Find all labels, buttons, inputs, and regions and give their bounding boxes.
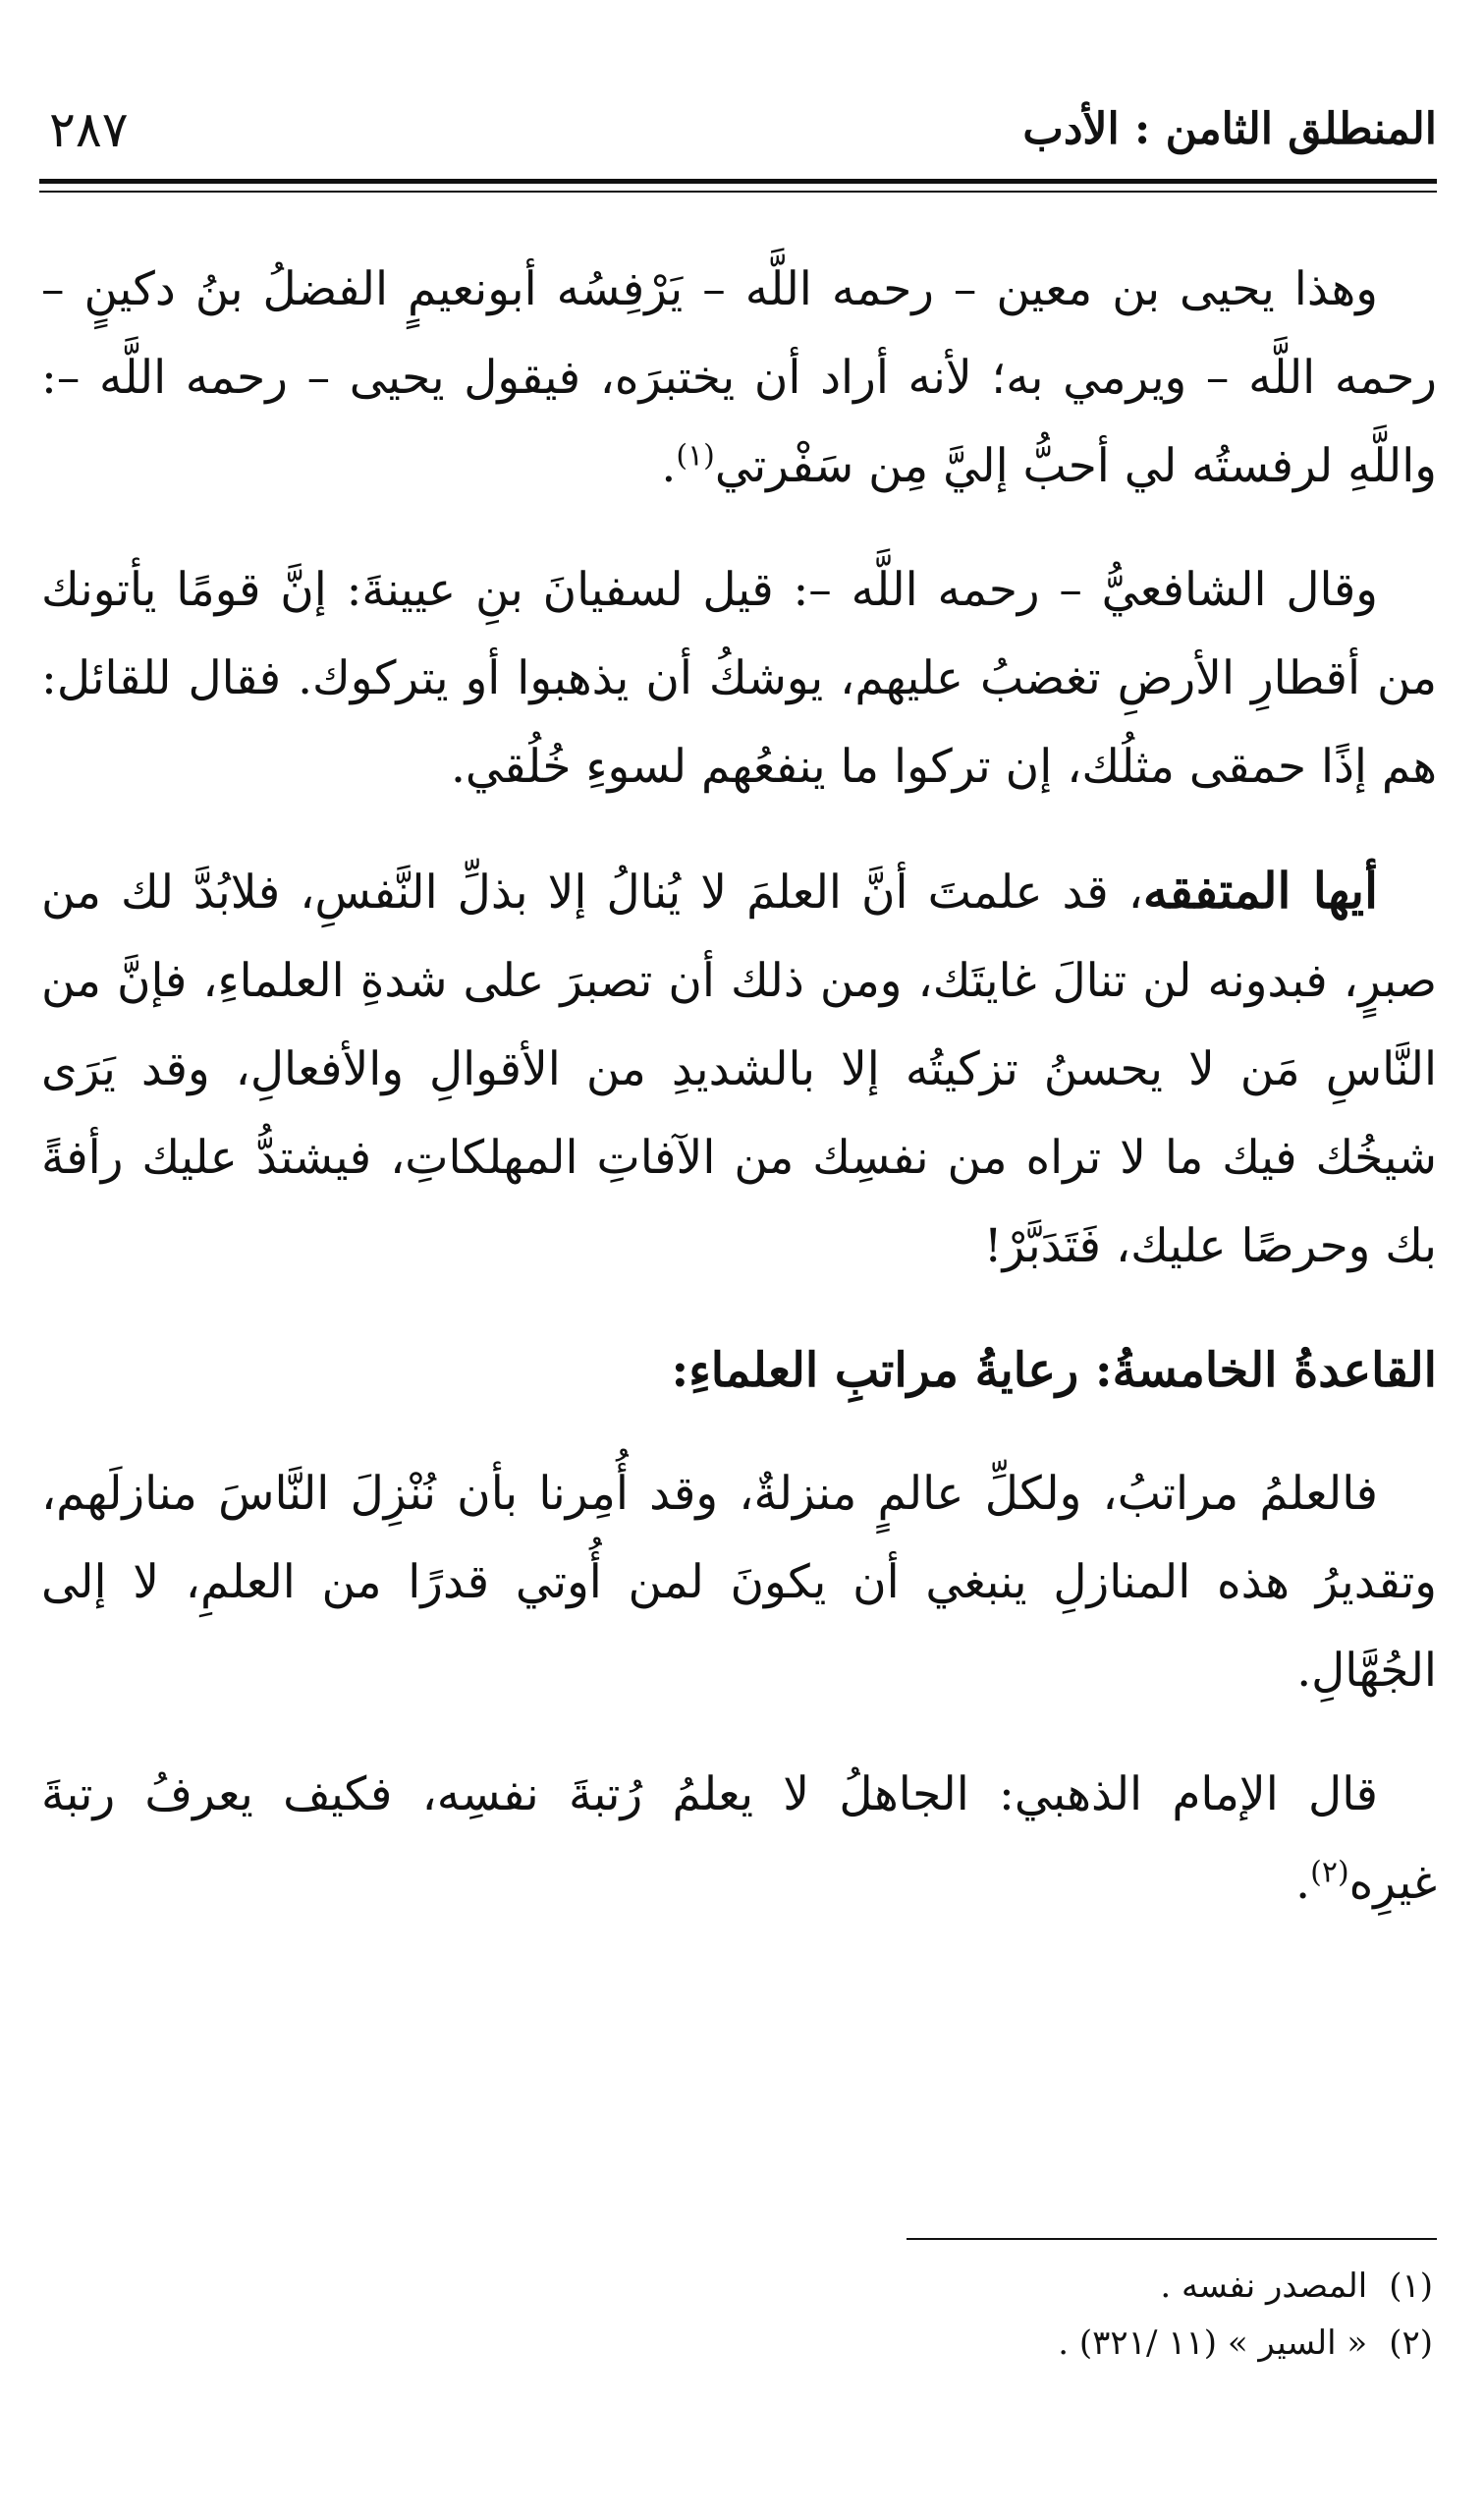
page-number: ٢٨٧ xyxy=(49,101,129,158)
header-rule-thin xyxy=(39,191,1437,193)
header-rule-thick xyxy=(39,179,1437,184)
footnote-ref-2: (٢) xyxy=(1310,1855,1349,1890)
footnotes xyxy=(41,2258,1433,2372)
footnote-number: (١) xyxy=(1389,2266,1433,2306)
footnote-text: المصدر نفسه . xyxy=(1160,2266,1368,2306)
paragraph-yahya xyxy=(41,246,1437,511)
paragraph-shafii xyxy=(41,546,1437,811)
paragraph-text: ، قد علمتَ أنَّ العلمَ لا يُنالُ إلا بذلِّ النَّفسِ، فلابُدَّ لك من صبرٍ، فبدونه لن تنالَ غايتَك، ومن ذلك أن تصبرَ على شدةِ العلماءِ، فإنَّ من النَّاسِ مَن لا يحسنُ تزكيتُه إلا بالشديدِ من الأقوالِ والأفعالِ، وقد يَرَى شيخُك فيك ما لا تراه من نفسِك من الآفاتِ المهلكاتِ، فيشتدُّ عليك رأفةً بك وحرصًا عليك، فَتَدَبَّرْ! xyxy=(41,866,1437,1273)
paragraph-text: وهذا يحيى بن معين – رحمه اللَّه – يَرْفِسُه أبونعيمٍ الفضلُ بنُ دكينٍ – رحمه اللَّه – ويرمي به؛ لأنه أراد أن يختبرَه، فيقول يحيى – رحمه اللَّه –: واللَّهِ لرفستُه لي أحبُّ إليَّ مِن سَفْرتي xyxy=(41,262,1437,493)
paragraph-dhahabi xyxy=(41,1751,1437,1928)
page-header xyxy=(39,90,1437,169)
paragraph-lead: أيها المتفقه xyxy=(1142,862,1378,920)
paragraph-maratib xyxy=(41,1450,1437,1715)
footnote-item xyxy=(41,2315,1433,2372)
paragraph-end: . xyxy=(661,439,677,493)
footnote-ref-1: (١) xyxy=(676,438,715,474)
section-heading: القاعدةُ الخامسةُ: رعايةُ مراتبِ العلماءِ: xyxy=(671,1343,1437,1398)
paragraph-text: قال الإمام الذهبي: الجاهلُ لا يعلمُ رُتبةَ نفسِه، فكيف يعرفُ رتبةَ غيرِه xyxy=(41,1767,1437,1910)
footnote-number: (٢) xyxy=(1389,2323,1433,2363)
running-head: المنطلق الثامن : الأدب xyxy=(1022,104,1437,154)
paragraph-mutafaqqih xyxy=(41,847,1437,1291)
footnote-item xyxy=(41,2258,1433,2315)
footnote-separator xyxy=(907,2238,1437,2240)
paragraph-text: فالعلمُ مراتبُ، ولكلِّ عالمٍ منزلةٌ، وقد أُمِرنا بأن نُنْزِلَ النَّاسَ منازلَهم، وتقديرُ هذه المنازلِ ينبغي أن يكونَ لمن أُوتي قدرًا من العلمِ، لا إلى الجُهَّالِ. xyxy=(41,1467,1437,1698)
main-text xyxy=(41,246,1437,1963)
footnote-text: « السير » (١١ /٣٢١) . xyxy=(1058,2323,1368,2363)
paragraph-text: وقال الشافعيُّ – رحمه اللَّه –: قيل لسفيانَ بنِ عيينةَ: إنَّ قومًا يأتونك من أقطارِ الأرضِ تغضبُ عليهم، يوشكُ أن يذهبوا أو يتركوك. فقال للقائل: هم إذًا حمقى مثلُك، إن تركوا ما ينفعُهم لسوءِ خُلُقي. xyxy=(41,563,1437,794)
paragraph-end: . xyxy=(1295,1856,1311,1910)
